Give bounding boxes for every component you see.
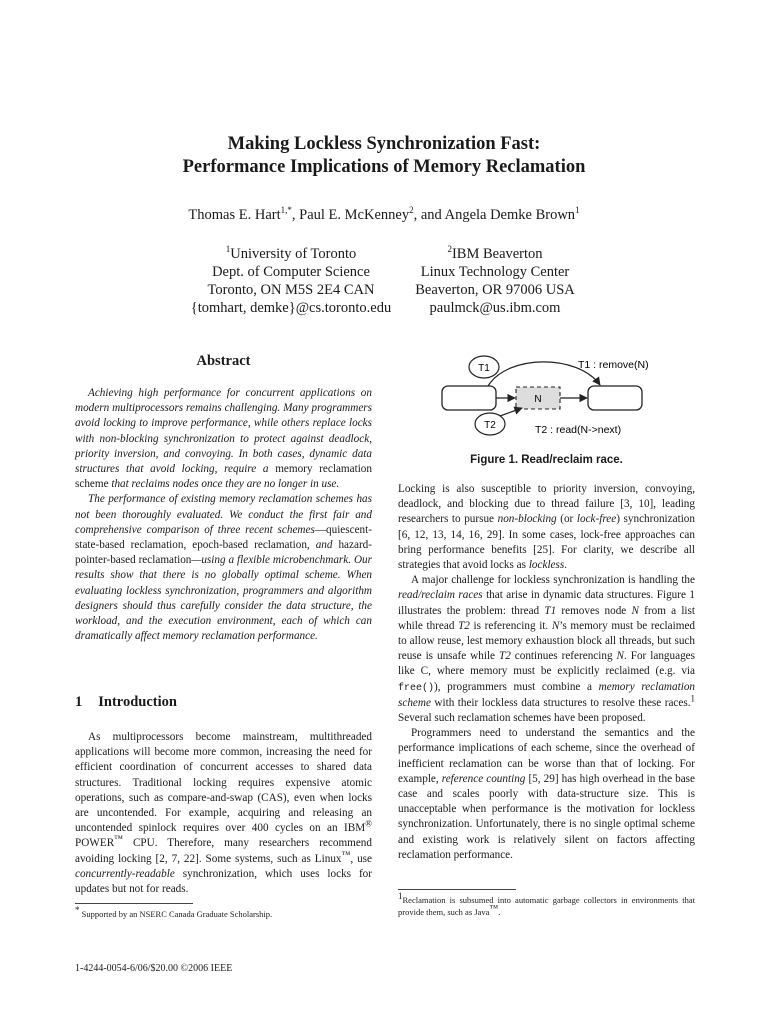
- text-run: [5, 29] has high overhead in the base case and scales poorly with data-structure size. This is unacceptable when performance is the motivation for lockless synchronization. Unfortunately, there is no single optimal scheme and existing work is relatively silent on factors affecting reclamation performance.: [398, 772, 695, 861]
- trademark-mark: ™: [341, 848, 351, 859]
- text-run: POWER: [75, 837, 115, 850]
- text-run: The performance of existing memory reclamation schemes has not been thoroughly evaluated. We conduct the first fair and comprehensive comparison of three recent schemes: [75, 493, 372, 536]
- author-name: Paul E. McKenney: [299, 207, 410, 223]
- right-column-body: [398, 482, 695, 863]
- text-run: ’s memory must be reclaimed to allow reuse, lest memory exhaustion block all threads, but such reuse is unsafe while: [398, 619, 695, 663]
- section-heading: [75, 694, 372, 711]
- affiliation-name: University of Toronto: [230, 246, 357, 262]
- author-name: Thomas E. Hart: [188, 207, 281, 223]
- text-run: ), programmers must combine a: [434, 680, 599, 693]
- text-run: non-blocking: [497, 513, 557, 526]
- body-paragraph: [398, 482, 695, 573]
- affiliation-name: IBM Beaverton: [451, 246, 543, 262]
- text-run: that arise in dynamic data structures. Figure 1 illustrates the problem: thread: [398, 589, 695, 617]
- title-line-1: Making Lockless Synchronization Fast:: [227, 134, 541, 154]
- text-run: As multiprocessors become mainstream, multithreaded applications will become more common, increasing the need for efficient coordination of concurrent accesses to shared data structures. Traditional locking requires expensive atomic operations, such as compare-and-swap (CAS), even when locks are uncontended. For example, acquiring and releasing an uncontended spinlock requires over 400 cycles on an IBM: [75, 731, 372, 835]
- text-run: T2: [458, 619, 470, 632]
- text-run: N: [616, 650, 624, 663]
- footnote-mark: 1: [690, 693, 695, 704]
- text-run: , use: [350, 852, 372, 865]
- text-run: reference counting: [441, 772, 526, 785]
- text-run: synchronization, which uses locks for updates but not for reads.: [75, 867, 372, 896]
- list-node-left: [442, 386, 496, 410]
- affiliation-address: Beaverton, OR 97006 USA: [415, 282, 575, 298]
- text-run: Locking is also susceptible to priority inversion, convoying, deadlock, and blocking due to thread failure [3, 10], leading researchers to pursue: [398, 483, 695, 526]
- text-run: with their lockless data structures to resolve these races.: [430, 696, 691, 709]
- text-run: . For languages like C, where memory must be explicitly reclaimed (e.g. via: [398, 650, 695, 678]
- affiliation-address: Toronto, ON M5S 2E4 CAN: [207, 282, 375, 298]
- text-run: Several such reclamation schemes have been proposed.: [398, 712, 646, 725]
- paper-title: [0, 133, 768, 179]
- text-run: Achieving high performance for concurrent applications on modern multiprocessors remains challenging. Many programmers avoid locking to improve performance, while others replace locks with non-blocking synchronization to protect against deadlock, priority inversion, and convoying. In both cases, dynamic data structures that avoid locking, require a: [75, 387, 372, 476]
- text-run: and: [315, 539, 333, 552]
- node-n-label: N: [534, 394, 542, 405]
- text-run: that reclaims nodes once they are no longer in use.: [108, 478, 340, 491]
- author-mark: 1,*: [280, 205, 292, 216]
- affiliation-email: {tomhart, demke}@cs.toronto.edu: [190, 300, 392, 316]
- author-list: [0, 207, 768, 224]
- figure-read-reclaim-diagram: [438, 350, 698, 445]
- text-run: removes node: [556, 604, 632, 617]
- remove-label: T1 : remove(N): [578, 359, 649, 371]
- list-node-right: [588, 386, 642, 410]
- text-run: continues referencing: [510, 650, 617, 663]
- author-name: Angela Demke Brown: [444, 207, 576, 223]
- introduction-body: [75, 730, 372, 897]
- text-run: (or: [556, 513, 577, 526]
- abstract-paragraph: [75, 492, 372, 644]
- text-run: concurrently-readable: [75, 867, 175, 880]
- text-run: T1: [544, 604, 557, 617]
- text-run: A major challenge for lockless synchronization is handling the: [411, 574, 695, 587]
- section-number: 1: [75, 694, 83, 710]
- trademark-mark: ™: [489, 903, 499, 914]
- reference-arrow: [500, 408, 522, 416]
- footnote-mark: *: [75, 905, 80, 916]
- footnote-text: .: [498, 907, 501, 917]
- text-run: N: [551, 619, 560, 632]
- trademark-mark: ™: [114, 833, 123, 844]
- affiliation-email: paulmck@us.ibm.com: [429, 300, 561, 316]
- affiliation-ibm: [405, 245, 585, 317]
- text-run: CPU. Therefore, many researchers recommend avoiding locking [2, 7, 22]. Some systems, such as Linux: [75, 837, 372, 865]
- text-run: N: [631, 604, 639, 617]
- text-run: memory reclamation scheme: [75, 463, 372, 491]
- footnote-left: [75, 905, 372, 920]
- footnote-text: Reclamation is subsumed into automatic garbage collectors in environments that provide them, such as Java: [398, 895, 695, 917]
- affiliation-dept: Linux Technology Center: [420, 264, 570, 280]
- code-run: free(): [398, 682, 435, 694]
- figure-caption: Figure 1. Read/reclaim race.: [470, 454, 623, 466]
- text-run: T2: [498, 650, 511, 663]
- footnote-right: [398, 891, 695, 918]
- abstract-heading: Abstract: [196, 353, 251, 369]
- footnote-rule: [398, 889, 516, 890]
- text-run: lockless: [528, 559, 565, 572]
- author-mark: 1: [575, 205, 580, 216]
- footnote-mark: 1: [398, 891, 403, 902]
- footnote-text: Supported by an NSERC Canada Graduate Scholarship.: [81, 909, 273, 919]
- registered-mark: ®: [365, 818, 372, 829]
- author-separator: , and: [413, 207, 445, 223]
- thread-t1-label: T1: [478, 363, 490, 374]
- affiliation-toronto: [180, 245, 402, 317]
- text-run: read/reclaim races: [398, 589, 483, 602]
- affiliation-dept: Dept. of Computer Science: [212, 264, 370, 280]
- intro-paragraph: [75, 730, 372, 897]
- section-title: Introduction: [98, 694, 177, 710]
- text-run: —quiescent-state-based reclamation, epoch-based reclamation,: [75, 523, 372, 552]
- thread-t2-label: T2: [484, 420, 496, 431]
- footnote-rule: [75, 903, 193, 904]
- abstract-body: [75, 386, 372, 644]
- text-run: memory reclamation scheme: [398, 680, 696, 709]
- text-run: ) synchronization [6, 12, 13, 14, 16, 29]. In some cases, lock-free approaches can bring performance benefits [25]. For clarity, we describe all strategies that avoid locks as: [398, 513, 695, 572]
- text-run: .: [564, 559, 568, 572]
- affiliation-mark: 1: [225, 244, 231, 255]
- read-label: T2 : read(N->next): [535, 424, 622, 436]
- text-run: —using a flexible microbenchmark. Our results show that there is no globally optimal scheme. When evaluating lockless synchronization, programmers and algorithm designers should thus carefully consider the data structure, the workload, and the execution environment, each of which can dramatically affect memory reclamation performance.: [75, 554, 372, 643]
- body-paragraph: [398, 573, 695, 726]
- body-paragraph: [398, 726, 695, 863]
- text-run: Programmers need to understand the semantics and the performance implications of each scheme, since the overhead of inefficient reclamation can be worse than that of locking. For example,: [398, 727, 695, 785]
- text-run: hazard-pointer-based reclamation: [75, 539, 372, 567]
- author-mark: 2: [409, 205, 414, 216]
- affiliation-mark: 2: [447, 244, 452, 255]
- text-run: from a list while thread: [398, 604, 695, 632]
- title-line-2: Performance Implications of Memory Reclamation: [182, 157, 586, 177]
- abstract-paragraph: [75, 386, 372, 492]
- page-footer: 1-4244-0054-6/06/$20.00 ©2006 IEEE: [75, 963, 233, 974]
- author-separator: ,: [291, 207, 300, 223]
- text-run: lock-free: [576, 513, 617, 526]
- text-run: is referencing it.: [469, 619, 552, 632]
